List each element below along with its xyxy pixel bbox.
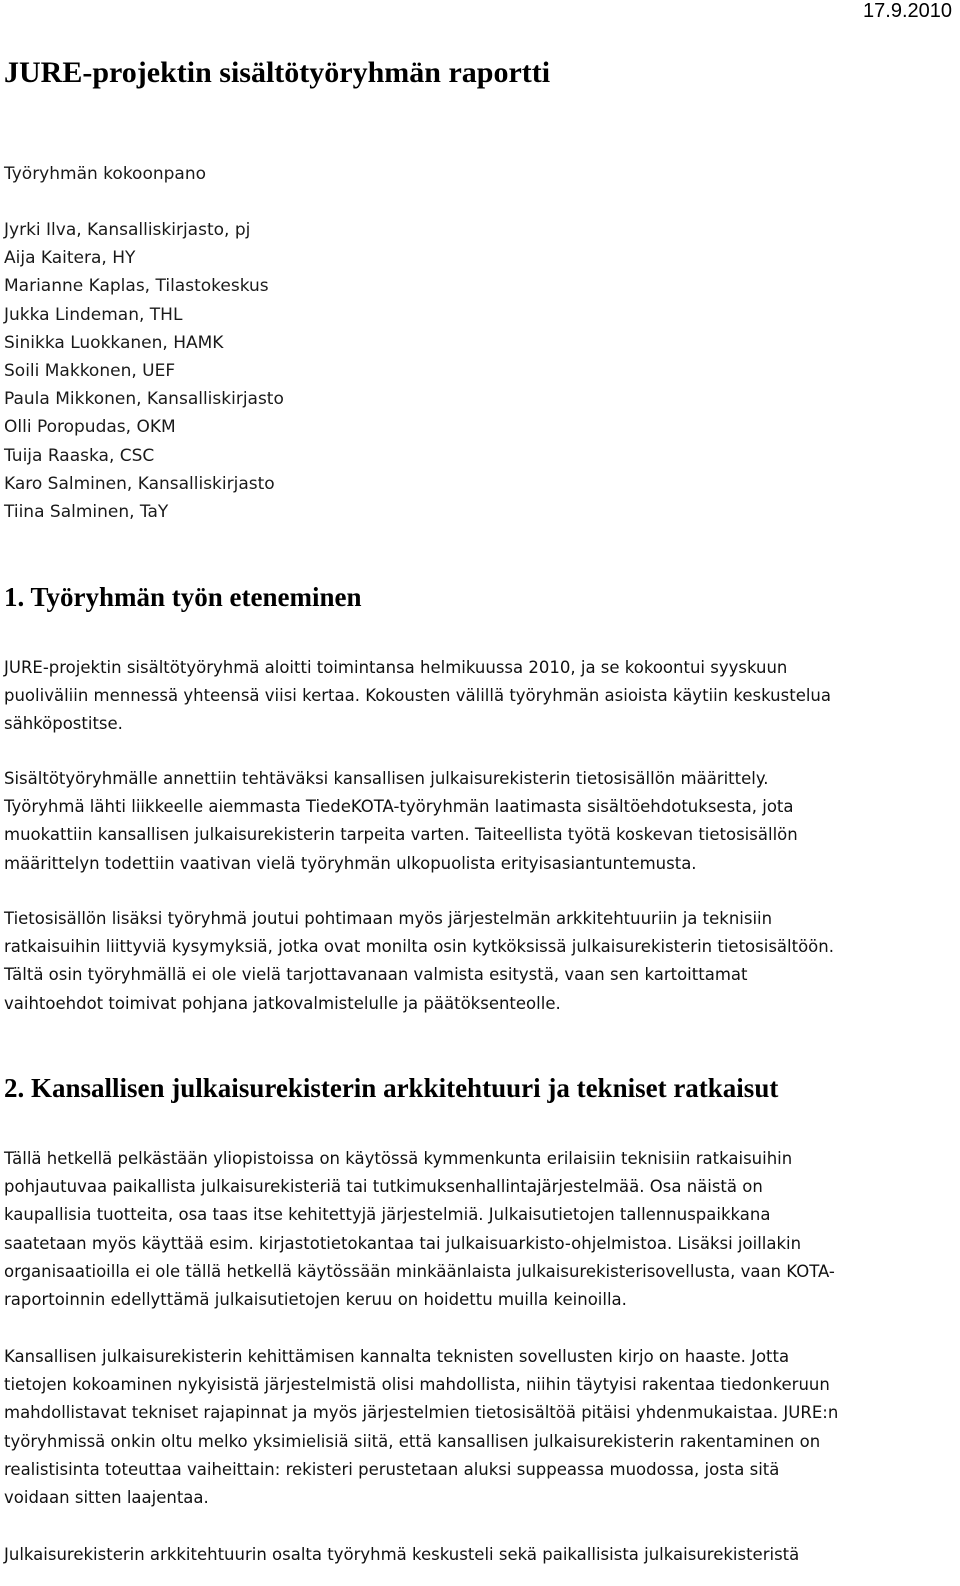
text-line: muokattiin kansallisen julkaisurekisterin tarpeita varten. Taiteellista työtä koskevan tietosisällön — [4, 825, 798, 845]
text-line: työryhmissä onkin oltu melko yksimielisiä siitä, että kansallisen julkaisurekisterin rakentaminen on — [4, 1431, 821, 1451]
text-line: puoliväliin mennessä yhteensä viisi kertaa. Kokousten välillä työryhmän asioista käytiin keskustelua — [4, 686, 831, 706]
text-line: Tältä osin työryhmällä ei ole vielä tarjottavanaan valmista esitystä, vaan sen kartoittamat — [4, 965, 748, 985]
section-1-heading: 1. Työryhmän työn eteneminen — [4, 582, 362, 612]
text-line: vaihtoehdot toimivat pohjana jatkovalmistelulle ja päätöksenteolle. — [4, 993, 561, 1013]
member-item: Sinikka Luokkanen, HAMK — [4, 332, 224, 353]
text-line: realistisinta toteuttaa vaiheittain: rekisteri perustetaan aluksi suppeassa muodossa, josta sitä — [4, 1459, 780, 1479]
text-line: tietojen kokoaminen nykyisistä järjestelmistä olisi mahdollista, niihin täytyisi rakentaa tiedonkeruun — [4, 1375, 830, 1395]
section-1-paragraph-1 — [4, 654, 944, 739]
member-item: Paula Mikkonen, Kansalliskirjasto — [4, 389, 284, 410]
member-item: Soili Makkonen, UEF — [4, 361, 176, 382]
text-line: organisaatioilla ei ole tällä hetkellä käytössään minkäänlaista julkaisurekisterisovellusta, vaan KOTA- — [4, 1261, 835, 1281]
member-item: Olli Poropudas, OKM — [4, 417, 176, 438]
text-line: sähköpostitse. — [4, 714, 123, 734]
text-line: raportoinnin edellyttämä julkaisutietojen keruu on hoidettu muilla keinoilla. — [4, 1290, 627, 1310]
text-line: määrittelyn todettiin vaativan vielä työryhmän ulkopuolista erityisasiantuntemusta. — [4, 853, 697, 873]
text-line: Tällä hetkellä pelkästään yliopistoissa on käytössä kymmenkunta erilaisiin teknisiin ratkaisuihin — [4, 1149, 793, 1168]
member-item: Aija Kaitera, HY — [4, 248, 136, 269]
text-line: Sisältötyöryhmälle annettiin tehtäväksi kansallisen julkaisurekisterin tietosisällön määrittely. — [4, 769, 769, 788]
text-line: Työryhmä lähti liikkeelle aiemmasta TiedeKOTA-työryhmän laatimasta sisältöehdotuksesta, jota — [4, 797, 794, 817]
composition-label: Työryhmän kokoonpano — [4, 164, 207, 184]
report-date: 17.9.2010 — [863, 0, 952, 22]
member-item: Marianne Kaplas, Tilastokeskus — [4, 276, 269, 297]
section-2-paragraph-3 — [4, 1541, 944, 1569]
member-item: Karo Salminen, Kansalliskirjasto — [4, 473, 275, 494]
text-line: ratkaisuihin liittyviä kysymyksiä, jotka ovat monilta osin kytköksissä julkaisurekisterin tietosisältöön. — [4, 937, 834, 957]
section-2-heading: 2. Kansallisen julkaisurekisterin arkkitehtuuri ja tekniset ratkaisut — [4, 1073, 779, 1103]
member-list — [4, 216, 284, 526]
text-line: kaupallisia tuotteita, osa taas itse kehitettyjä järjestelmiä. Julkaisutietojen tallennuspaikkana — [4, 1205, 771, 1225]
text-line: voidaan sitten laajentaa. — [4, 1488, 209, 1508]
text-line: Kansallisen julkaisurekisterin kehittämisen kannalta teknisten sovellusten kirjo on haaste. Jotta — [4, 1347, 790, 1366]
text-line: Julkaisurekisterin arkkitehtuurin osalta työryhmä keskusteli sekä paikallisista julkaisurekisteristä — [4, 1545, 800, 1564]
section-1-paragraph-2 — [4, 765, 944, 878]
member-item: Jyrki Ilva, Kansalliskirjasto, pj — [4, 220, 251, 240]
section-1-paragraph-3 — [4, 905, 944, 1018]
section-2-paragraph-2 — [4, 1343, 944, 1512]
page-title: JURE-projektin sisältötyöryhmän raportti — [4, 56, 551, 89]
text-line: Tietosisällön lisäksi työryhmä joutui pohtimaan myös järjestelmän arkkitehtuuriin ja teknisiin — [4, 909, 773, 928]
text-line: JURE-projektin sisältötyöryhmä aloitti toimintansa helmikuussa 2010, ja se kokoontui syyskuun — [4, 658, 788, 677]
section-2-paragraph-1 — [4, 1145, 944, 1314]
text-line: saatetaan myös käyttää esim. kirjastotietokantaa tai julkaisuarkisto-ohjelmistoa. Lisäksi joillakin — [4, 1233, 802, 1253]
text-line: mahdollistavat tekniset rajapinnat ja myös järjestelmien tietosisältöä pitäisi yhdenmukaistaa. JURE:n — [4, 1403, 839, 1423]
member-item: Jukka Lindeman, THL — [4, 304, 183, 325]
member-item: Tuija Raaska, CSC — [4, 445, 155, 466]
text-line: pohjautuvaa paikallista julkaisurekisteriä tai tutkimuksenhallintajärjestelmää. Osa näistä on — [4, 1177, 763, 1197]
member-item: Tiina Salminen, TaY — [4, 502, 169, 523]
